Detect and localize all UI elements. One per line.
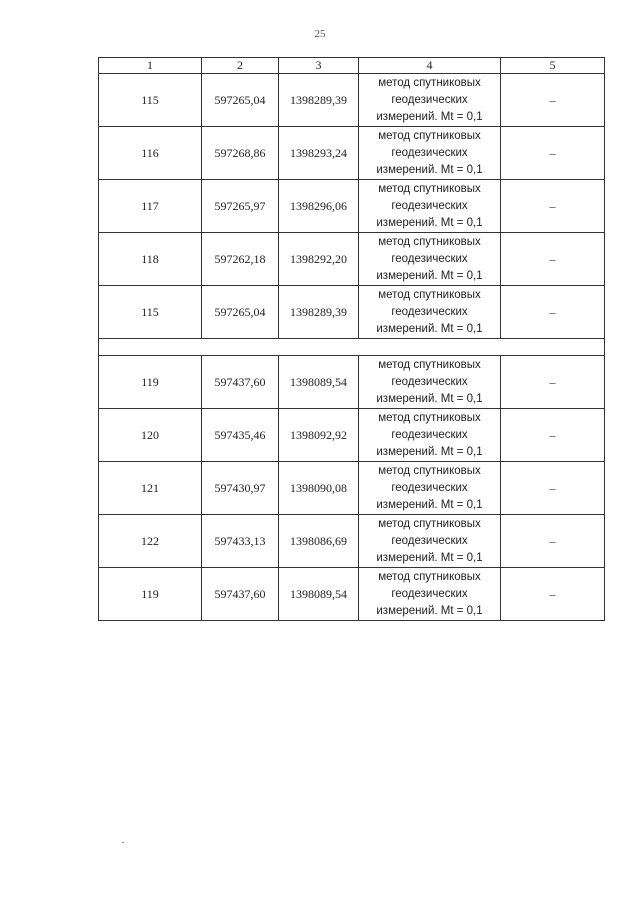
y-coordinate-cell: 1398296,06 bbox=[279, 180, 359, 233]
table-row bbox=[99, 127, 605, 180]
method-text-line-1: метод спутниковых bbox=[378, 129, 481, 142]
point-number-cell: 121 bbox=[99, 462, 202, 515]
method-text-line-1: метод спутниковых bbox=[378, 517, 481, 530]
note-cell: – bbox=[501, 409, 605, 462]
note-cell: – bbox=[501, 74, 605, 127]
method-text-line-1: метод спутниковых bbox=[378, 182, 481, 195]
table-row bbox=[99, 356, 605, 409]
y-coordinate-cell: 1398289,39 bbox=[279, 286, 359, 339]
method-text-line-3: измерений. Mt = 0,1 bbox=[376, 110, 483, 123]
method-text-line-3: измерений. Mt = 0,1 bbox=[376, 322, 483, 335]
scan-speck bbox=[122, 842, 124, 843]
point-number-cell: 115 bbox=[99, 74, 202, 127]
separator-cell bbox=[99, 339, 605, 356]
note-cell: – bbox=[501, 356, 605, 409]
method-text-line-1: метод спутниковых bbox=[378, 570, 481, 583]
method-text-line-2: геодезических bbox=[391, 481, 468, 494]
y-coordinate-cell: 1398090,08 bbox=[279, 462, 359, 515]
table-row bbox=[99, 409, 605, 462]
column-header-1: 1 bbox=[99, 58, 202, 74]
method-cell bbox=[359, 286, 501, 339]
method-cell bbox=[359, 462, 501, 515]
table-body bbox=[99, 74, 605, 621]
method-cell bbox=[359, 74, 501, 127]
method-text-line-2: геодезических bbox=[391, 534, 468, 547]
method-cell bbox=[359, 515, 501, 568]
table-row bbox=[99, 233, 605, 286]
method-text-line-3: измерений. Mt = 0,1 bbox=[376, 392, 483, 405]
method-cell bbox=[359, 356, 501, 409]
note-cell: – bbox=[501, 233, 605, 286]
note-cell: – bbox=[501, 286, 605, 339]
separator-row bbox=[99, 339, 605, 356]
column-header-3: 3 bbox=[279, 58, 359, 74]
note-cell: – bbox=[501, 568, 605, 621]
point-number-cell: 119 bbox=[99, 568, 202, 621]
table-row bbox=[99, 180, 605, 233]
table-row bbox=[99, 462, 605, 515]
point-number-cell: 115 bbox=[99, 286, 202, 339]
x-coordinate-cell: 597265,97 bbox=[202, 180, 279, 233]
method-cell bbox=[359, 127, 501, 180]
method-cell bbox=[359, 233, 501, 286]
x-coordinate-cell: 597435,46 bbox=[202, 409, 279, 462]
method-text-line-2: геодезических bbox=[391, 199, 468, 212]
y-coordinate-cell: 1398289,39 bbox=[279, 74, 359, 127]
method-text-line-3: измерений. Mt = 0,1 bbox=[376, 269, 483, 282]
point-number-cell: 120 bbox=[99, 409, 202, 462]
method-text-line-2: геодезических bbox=[391, 305, 468, 318]
point-number-cell: 119 bbox=[99, 356, 202, 409]
y-coordinate-cell: 1398086,69 bbox=[279, 515, 359, 568]
x-coordinate-cell: 597437,60 bbox=[202, 356, 279, 409]
y-coordinate-cell: 1398092,92 bbox=[279, 409, 359, 462]
y-coordinate-cell: 1398293,24 bbox=[279, 127, 359, 180]
column-header-5: 5 bbox=[501, 58, 605, 74]
x-coordinate-cell: 597430,97 bbox=[202, 462, 279, 515]
column-header-4: 4 bbox=[359, 58, 501, 74]
column-header-2: 2 bbox=[202, 58, 279, 74]
y-coordinate-cell: 1398089,54 bbox=[279, 356, 359, 409]
point-number-cell: 118 bbox=[99, 233, 202, 286]
method-cell bbox=[359, 409, 501, 462]
method-text-line-1: метод спутниковых bbox=[378, 235, 481, 248]
x-coordinate-cell: 597437,60 bbox=[202, 568, 279, 621]
method-text-line-2: геодезических bbox=[391, 587, 468, 600]
method-cell bbox=[359, 180, 501, 233]
method-text-line-1: метод спутниковых bbox=[378, 411, 481, 424]
method-text-line-3: измерений. Mt = 0,1 bbox=[376, 498, 483, 511]
point-number-cell: 122 bbox=[99, 515, 202, 568]
table-row bbox=[99, 568, 605, 621]
method-text-line-2: геодезических bbox=[391, 252, 468, 265]
table-row bbox=[99, 74, 605, 127]
note-cell: – bbox=[501, 127, 605, 180]
note-cell: – bbox=[501, 515, 605, 568]
method-text-line-2: геодезических bbox=[391, 375, 468, 388]
x-coordinate-cell: 597433,13 bbox=[202, 515, 279, 568]
y-coordinate-cell: 1398292,20 bbox=[279, 233, 359, 286]
method-text-line-3: измерений. Mt = 0,1 bbox=[376, 216, 483, 229]
method-text-line-2: геодезических bbox=[391, 146, 468, 159]
x-coordinate-cell: 597262,18 bbox=[202, 233, 279, 286]
method-text-line-3: измерений. Mt = 0,1 bbox=[376, 604, 483, 617]
coordinates-table bbox=[98, 57, 605, 621]
method-text-line-1: метод спутниковых bbox=[378, 464, 481, 477]
point-number-cell: 116 bbox=[99, 127, 202, 180]
method-cell bbox=[359, 568, 501, 621]
method-text-line-3: измерений. Mt = 0,1 bbox=[376, 551, 483, 564]
point-number-cell: 117 bbox=[99, 180, 202, 233]
x-coordinate-cell: 597265,04 bbox=[202, 74, 279, 127]
method-text-line-1: метод спутниковых bbox=[378, 76, 481, 89]
note-cell: – bbox=[501, 462, 605, 515]
table-row bbox=[99, 515, 605, 568]
method-text-line-2: геодезических bbox=[391, 93, 468, 106]
method-text-line-3: измерений. Mt = 0,1 bbox=[376, 445, 483, 458]
method-text-line-1: метод спутниковых bbox=[378, 288, 481, 301]
table-header-row bbox=[99, 58, 605, 74]
method-text-line-2: геодезических bbox=[391, 428, 468, 441]
table-row bbox=[99, 286, 605, 339]
x-coordinate-cell: 597265,04 bbox=[202, 286, 279, 339]
y-coordinate-cell: 1398089,54 bbox=[279, 568, 359, 621]
x-coordinate-cell: 597268,86 bbox=[202, 127, 279, 180]
method-text-line-3: измерений. Mt = 0,1 bbox=[376, 163, 483, 176]
note-cell: – bbox=[501, 180, 605, 233]
method-text-line-1: метод спутниковых bbox=[378, 358, 481, 371]
page-number: 25 bbox=[314, 28, 326, 40]
